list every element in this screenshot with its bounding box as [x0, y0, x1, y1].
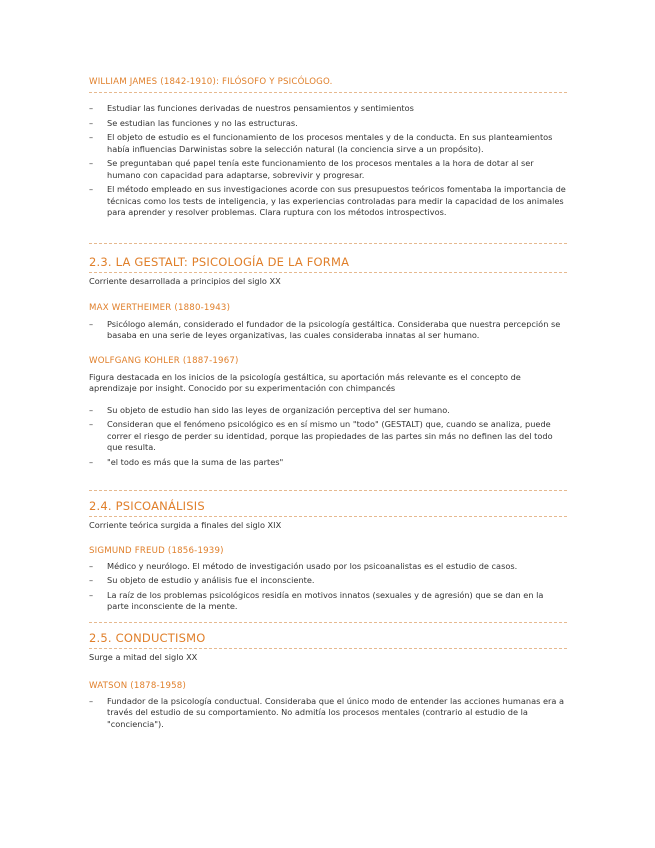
conductismo-section	[89, 631, 567, 733]
gestalt-title: 2.3. LA GESTALT: PSICOLOGÍA DE LA FORMA	[89, 255, 567, 273]
conductismo-note: Surge a mitad del siglo XX	[89, 652, 198, 662]
james-section	[89, 77, 567, 222]
section-divider	[89, 243, 567, 244]
freud-heading: SIGMUND FREUD (1856-1939)	[89, 545, 224, 556]
james-heading: WILLIAM JAMES (1842-1910): FILÓSOFO Y PSICÓLOGO.	[89, 77, 567, 93]
watson-heading: WATSON (1878-1958)	[89, 680, 187, 691]
wertheimer-list	[89, 319, 567, 342]
list-item: – La raíz de los problemas psicológicos residía en motivos innatos (sexuales y de agresión) que se dan en la parte inconsciente de la mente.	[89, 590, 567, 613]
watson-list	[89, 696, 567, 731]
psicoanalisis-note: Corriente teórica surgida a finales del siglo XIX	[89, 520, 282, 530]
conductismo-title: 2.5. CONDUCTISMO	[89, 631, 567, 649]
list-item: – "el todo es más que la suma de las partes"	[89, 457, 567, 469]
freud-list	[89, 561, 567, 613]
psicoanalisis-title: 2.4. PSICOANÁLISIS	[89, 499, 567, 517]
list-item: – Consideran que el fenómeno psicológico es en sí mismo un "todo" (GESTALT) que, cuando se analiza, puede correr el riesgo de perder su identidad, porque las propiedades de las partes sin más no definen las del todo que resulta.	[89, 419, 567, 454]
list-item: – Se preguntaban qué papel tenía este funcionamiento de los procesos mentales a la hora de dotar al ser humano con capacidad para adaptarse, sobrevivir y progresar.	[89, 158, 567, 181]
list-item: – Fundador de la psicología conductual. Consideraba que el único modo de entender las acciones humanas era a través del estudio de su comportamiento. No admitía los procesos mentales (contrario al estudio de la "conciencia").	[89, 696, 567, 731]
list-item: – Estudiar las funciones derivadas de nuestros pensamientos y sentimientos	[89, 103, 567, 115]
list-item: – El objeto de estudio es el funcionamiento de los procesos mentales y de la conducta. En sus planteamientos había influencias Darwinistas sobre la selección natural (la conciencia sirve a un propósito).	[89, 132, 567, 155]
list-item: – Psicólogo alemán, considerado el fundador de la psicología gestáltica. Consideraba que nuestra percepción se basaba en una serie de leyes organizativas, las cuales consideraba innatas al ser humano.	[89, 319, 567, 342]
list-item: – Su objeto de estudio han sido las leyes de organización perceptiva del ser humano.	[89, 405, 567, 417]
list-item: – Médico y neurólogo. El método de investigación usado por los psicoanalistas es el estudio de casos.	[89, 561, 567, 573]
gestalt-section	[89, 255, 567, 471]
list-item: – Se estudian las funciones y no las estructuras.	[89, 118, 567, 130]
kohler-list	[89, 405, 567, 469]
gestalt-note: Corriente desarrollada a principios del siglo XX	[89, 276, 281, 286]
list-item: – El método empleado en sus investigaciones acorde con sus presupuestos teóricos fomentaba la importancia de técnicas como los tests de inteligencia, y las experiencias controladas para medir la capacidad de los animales para aprender y resolver problemas. Clara ruptura con los métodos introspectivos.	[89, 184, 567, 219]
psicoanalisis-section	[89, 499, 567, 616]
list-item: – Su objeto de estudio y análisis fue el inconsciente.	[89, 575, 567, 587]
kohler-heading: WOLFGANG KOHLER (1887-1967)	[89, 355, 239, 366]
kohler-paragraph: Figura destacada en los inicios de la psicología gestáltica, su aportación más relevante es el concepto de aprendizaje por insight. Conocido por su experimentación con chimpancés	[89, 371, 521, 393]
section-divider	[89, 622, 567, 623]
james-list	[89, 103, 567, 219]
section-divider	[89, 490, 567, 491]
wertheimer-heading: MAX WERTHEIMER (1880-1943)	[89, 302, 231, 313]
